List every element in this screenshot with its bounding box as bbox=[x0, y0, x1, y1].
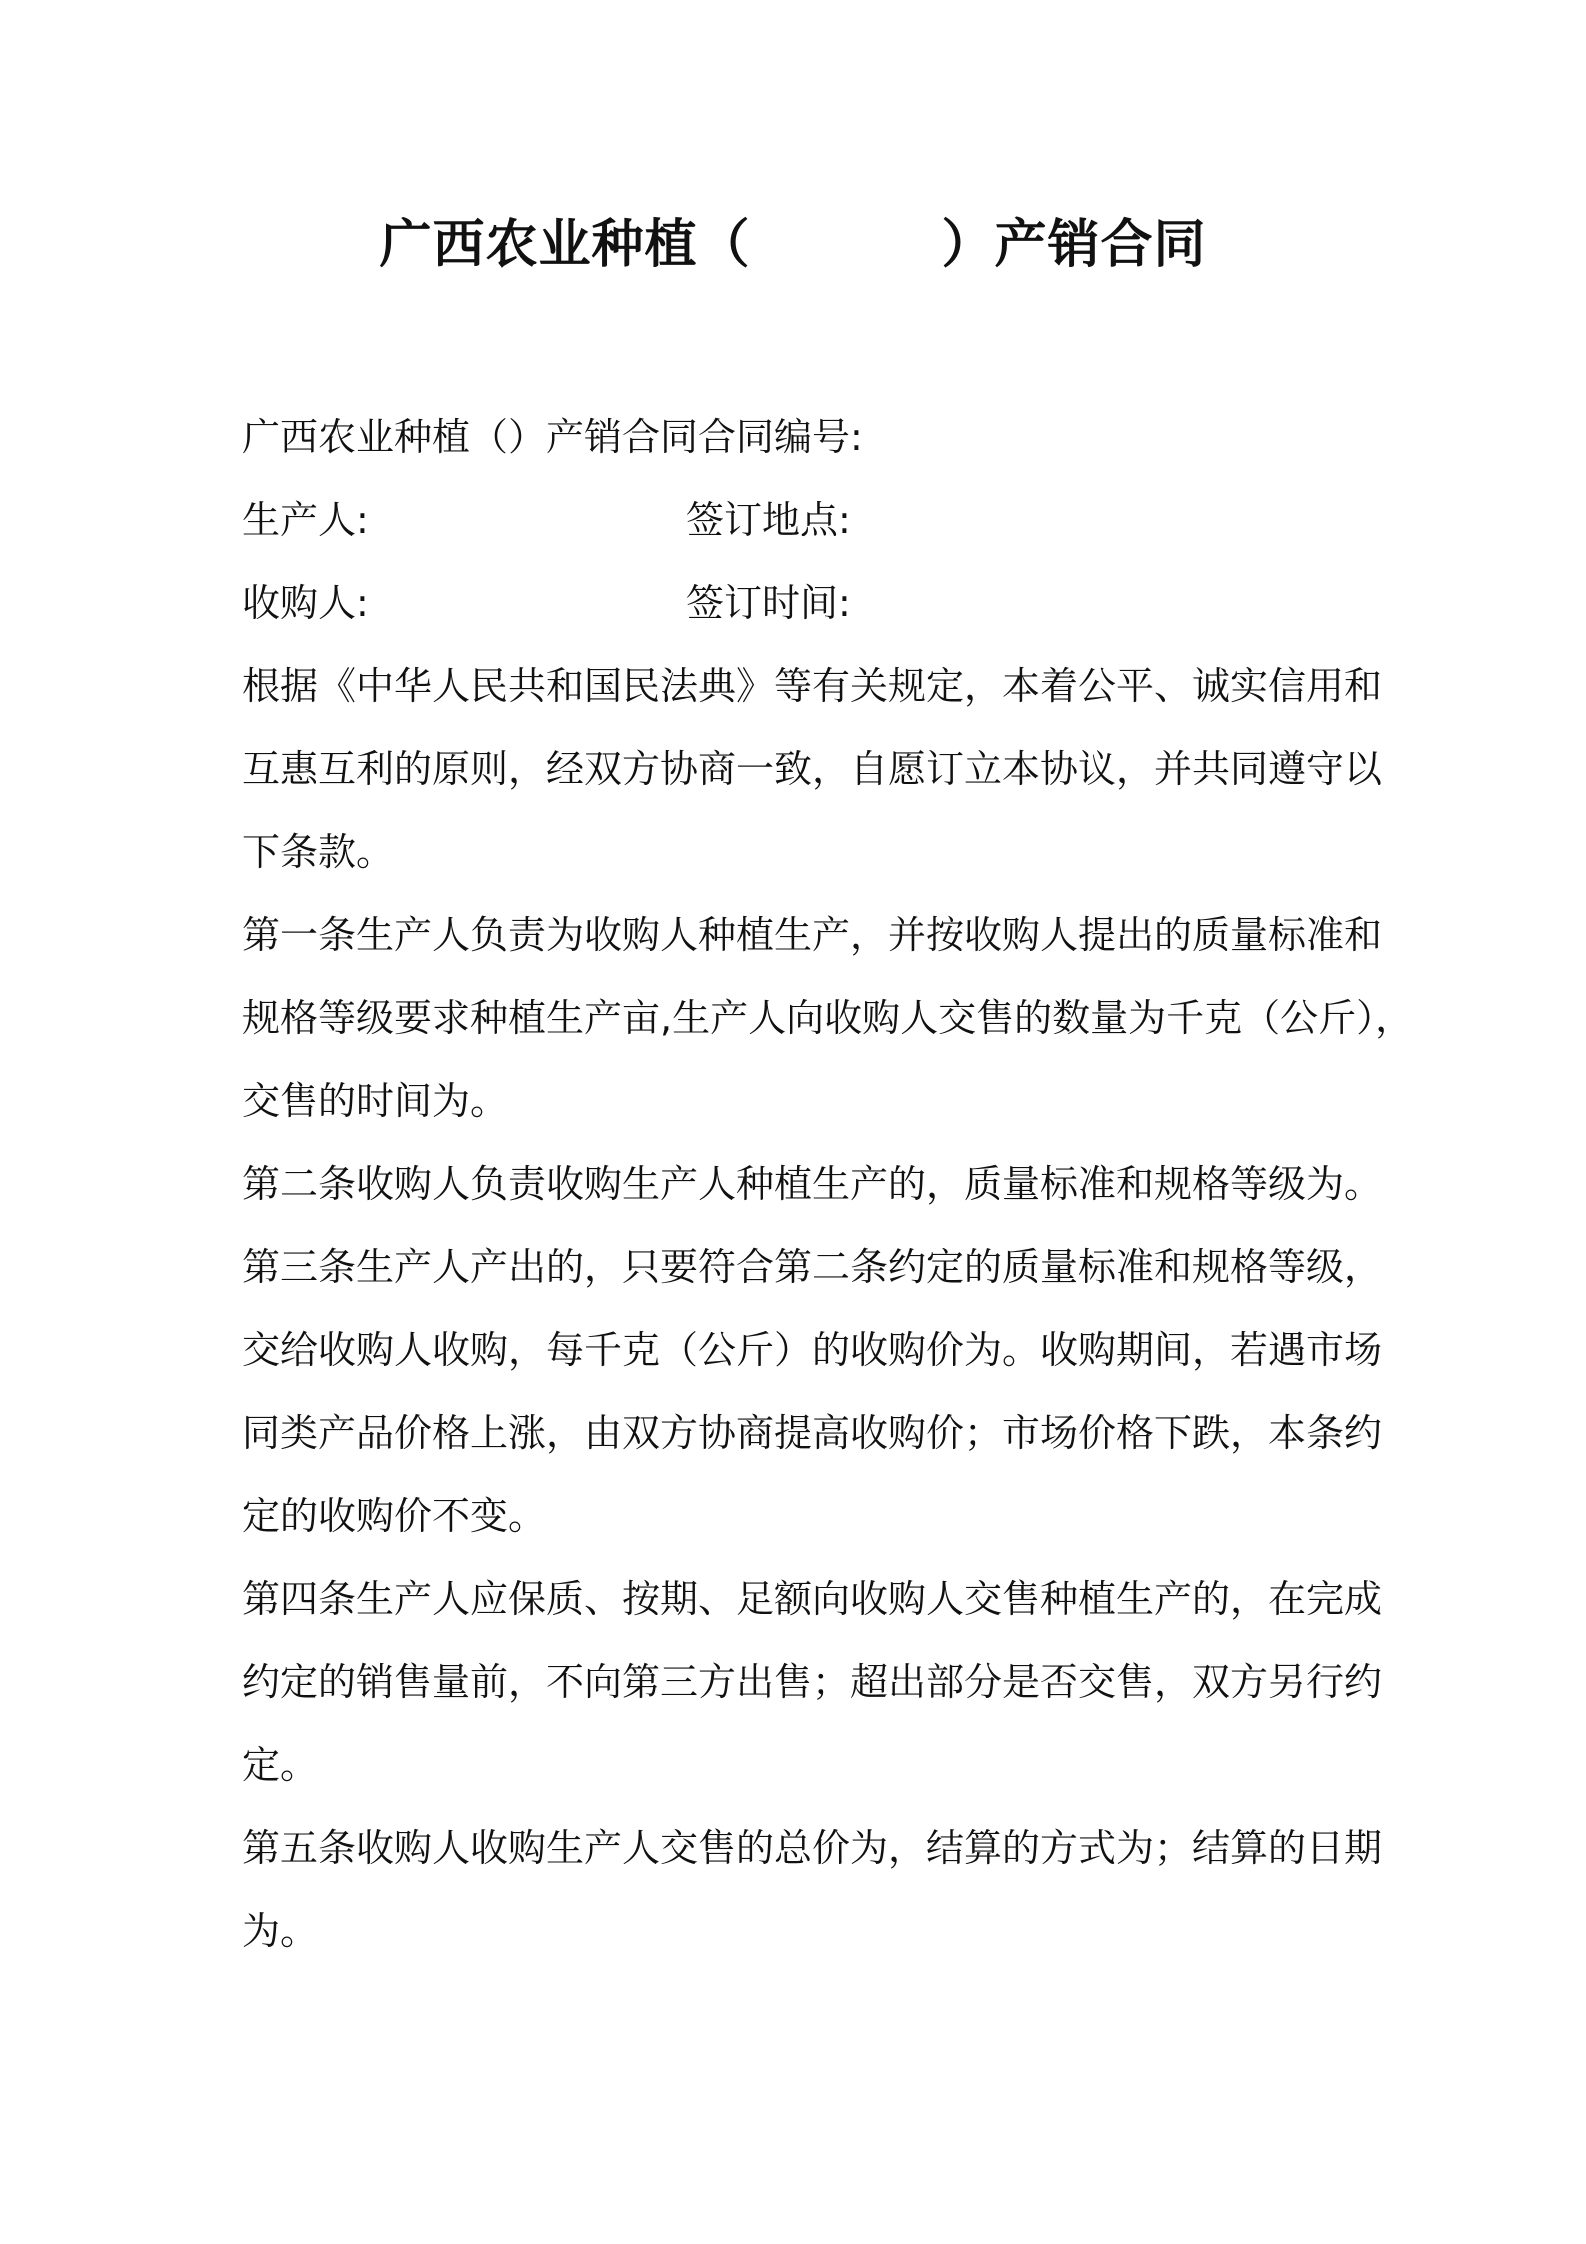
paragraph-line: 规格等级要求种植生产亩,生产人向收购人交售的数量为千克（公斤）， bbox=[242, 996, 1414, 1040]
paragraph-line: 根据《中华人民共和国民法典》等有关规定，本着公平、诚实信用和 bbox=[242, 664, 1383, 708]
buyer-time-line bbox=[242, 562, 1372, 645]
paragraph-line: 约定的销售量前，不向第三方出售；超出部分是否交售，双方另行约 bbox=[242, 1660, 1383, 1704]
sign-place-label: 签订地点: bbox=[686, 498, 851, 542]
paragraph-line: 第二条收购人负责收购生产人种植生产的，质量标准和规格等级为。 bbox=[242, 1162, 1383, 1206]
contract-number-label: 广西农业种植（）产销合同合同编号: bbox=[242, 415, 863, 459]
paragraph-line: 互惠互利的原则，经双方协商一致，自愿订立本协议，并共同遵守以 bbox=[242, 747, 1383, 791]
producer-label: 生产人: bbox=[242, 498, 369, 542]
buyer-label: 收购人: bbox=[242, 581, 369, 625]
paragraph-line: 第一条生产人负责为收购人种植生产，并按收购人提出的质量标准和 bbox=[242, 913, 1383, 957]
paragraph-line: 第四条生产人应保质、按期、足额向收购人交售种植生产的，在完成 bbox=[242, 1577, 1383, 1621]
document-title: 广西农业种植（ ）产销合同 bbox=[379, 215, 1207, 275]
paragraph-line: 定。 bbox=[242, 1743, 319, 1787]
sign-time-label: 签订时间: bbox=[686, 581, 851, 625]
paragraph-line: 下条款。 bbox=[242, 830, 395, 874]
contract-number-line bbox=[242, 396, 1372, 479]
paragraph-line: 为。 bbox=[242, 1909, 319, 1953]
paragraph-line: 交售的时间为。 bbox=[242, 1079, 509, 1123]
paragraph-line: 定的收购价不变。 bbox=[242, 1494, 547, 1538]
paragraph-line: 同类产品价格上涨，由双方协商提高收购价；市场价格下跌，本条约 bbox=[242, 1411, 1383, 1455]
paragraph-line: 第五条收购人收购生产人交售的总价为，结算的方式为；结算的日期 bbox=[242, 1826, 1383, 1870]
paragraph-line: 交给收购人收购，每千克（公斤）的收购价为。收购期间，若遇市场 bbox=[242, 1328, 1383, 1372]
paragraph-line: 第三条生产人产出的，只要符合第二条约定的质量标准和规格等级， bbox=[242, 1245, 1383, 1289]
producer-place-line bbox=[242, 479, 1372, 562]
document-body bbox=[242, 396, 1414, 1973]
